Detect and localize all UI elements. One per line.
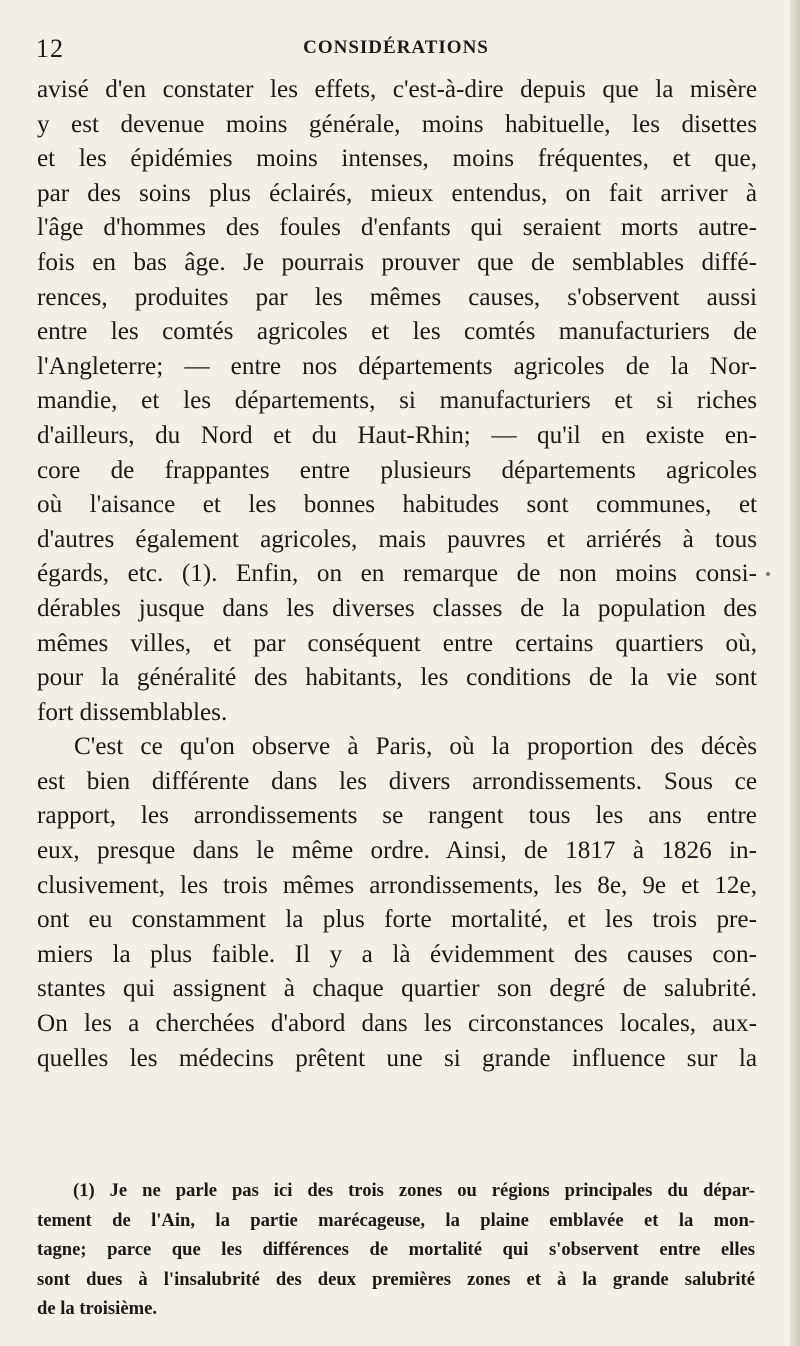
footnote-line: (1) Je ne parle pas ici des trois zones ou régions principales du dépar- bbox=[73, 1180, 755, 1201]
footnote-line: sont dues à l'insalubrité des deux premières zones et à la grande salubrité bbox=[37, 1268, 755, 1290]
page-edge bbox=[790, 0, 800, 1346]
text-line: y est devenue moins générale, moins habituelle, les disettes bbox=[37, 110, 757, 138]
text-line: l'âge d'hommes des foules d'enfants qui seraient morts autre- bbox=[37, 214, 757, 242]
text-line: d'autres également agricoles, mais pauvres et arriérés à tous bbox=[37, 525, 757, 553]
text-line: On les a cherchées d'abord dans les circonstances locales, aux- bbox=[37, 1010, 757, 1038]
text-line: est bien différente dans les divers arrondissements. Sous ce bbox=[37, 767, 757, 795]
page-header bbox=[36, 34, 756, 64]
text-line: quelles les médecins prêtent une si grande influence sur la bbox=[37, 1044, 757, 1072]
text-line: ont eu constamment la plus forte mortalité, et les trois pre- bbox=[37, 906, 757, 934]
text-line: miers la plus faible. Il y a là évidemment des causes con- bbox=[37, 940, 757, 968]
footnote-line: tement de l'Ain, la partie marécageuse, la plaine emblavée et la mon- bbox=[37, 1209, 755, 1231]
text-line: core de frappantes entre plusieurs départements agricoles bbox=[37, 456, 757, 484]
text-line: eux, presque dans le même ordre. Ainsi, de 1817 à 1826 in- bbox=[37, 837, 757, 865]
text-line: clusivement, les trois mêmes arrondissements, les 8e, 9e et 12e, bbox=[37, 871, 757, 899]
text-line: avisé d'en constater les effets, c'est-à-dire depuis que la misère bbox=[37, 76, 757, 103]
text-line: l'Angleterre; — entre nos départements agricoles de la Nor- bbox=[37, 352, 757, 380]
text-line: égards, etc. (1). Enfin, on en remarque de non moins consi- bbox=[37, 560, 757, 588]
body-text bbox=[37, 73, 757, 1076]
text-line: par des soins plus éclairés, mieux entendus, on fait arriver à bbox=[37, 179, 757, 207]
footnote-line: tagne; parce que les différences de mortalité qui s'observent entre elles bbox=[37, 1239, 755, 1260]
running-head: CONSIDÉRATIONS bbox=[303, 37, 489, 58]
text-line: d'ailleurs, du Nord et du Haut-Rhin; — qu'il en existe en- bbox=[37, 421, 757, 449]
text-line: et les épidémies moins intenses, moins fréquentes, et que, bbox=[37, 145, 757, 173]
footnote bbox=[37, 1176, 755, 1324]
footnote-line: de la troisième. bbox=[37, 1298, 157, 1319]
text-line: C'est ce qu'on observe à Paris, où la proportion des décès bbox=[74, 733, 757, 761]
text-line: stantes qui assignent à chaque quartier son degré de salubrité. bbox=[37, 975, 757, 1003]
text-line: rences, produites par les mêmes causes, s'observent aussi bbox=[37, 283, 757, 311]
page-number: 12 bbox=[36, 34, 64, 63]
text-line: fort dissemblables. bbox=[37, 698, 228, 726]
text-line: pour la généralité des habitants, les conditions de la vie sont bbox=[37, 664, 757, 692]
text-line: fois en bas âge. Je pourrais prouver que de semblables diffé- bbox=[37, 248, 757, 276]
text-line: mandie, et les départements, si manufacturiers et si riches bbox=[37, 387, 757, 415]
text-line: rapport, les arrondissements se rangent tous les ans entre bbox=[37, 802, 757, 830]
text-line: dérables jusque dans les diverses classes de la population des bbox=[37, 594, 757, 622]
text-line: entre les comtés agricoles et les comtés manufacturiers de bbox=[37, 318, 757, 346]
margin-mark bbox=[766, 572, 770, 576]
text-line: où l'aisance et les bonnes habitudes sont communes, et bbox=[37, 491, 757, 519]
text-line: mêmes villes, et par conséquent entre certains quartiers où, bbox=[37, 629, 757, 657]
